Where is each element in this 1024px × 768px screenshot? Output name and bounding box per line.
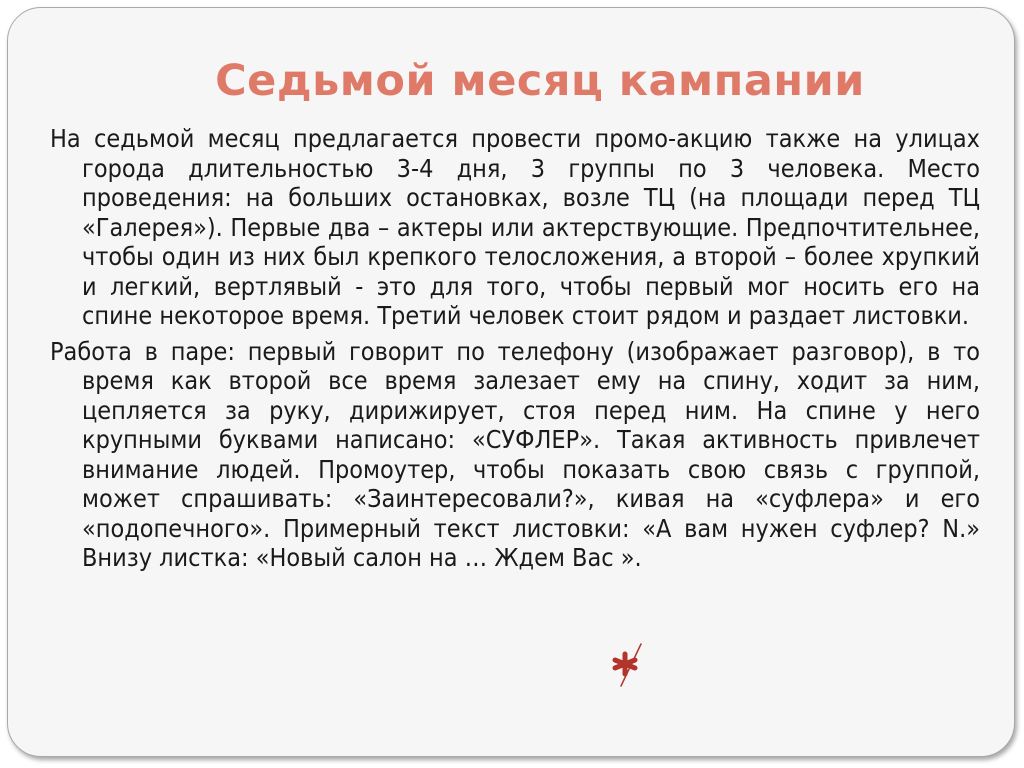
- paragraph-1: На седьмой месяц предлагается провести промо-акцию также на улицах города длительностью 3-4 дня, 3 группы по 3 человека. Место проведения: на больших остановках, возле ТЦ (на площади перед ТЦ «Галерея»). Первые два – актеры или актерствующие. Предпочтительнее, чтобы один из них был крепкого телосложения, а второй – более хрупкий и легкий, вертлявый - это для того, чтобы первый мог носить его на спине некоторое время. Третий человек стоит рядом и раздает листовки.: [50, 124, 980, 330]
- paragraph-2: Работа в паре: первый говорит по телефону (изображает разговор), в то время как второй все время залезает ему на спину, ходит за ним, цепляется за руку, дирижирует, стоя перед ним. На спине у него крупными буквами написано: «СУФЛЕР». Такая активность привлечет внимание людей. Промоутер, чтобы показать свою связь с группой, может спрашивать: «Заинтересовали?», кивая на «суфлера» и его «подопечного». Примерный текст листовки: «А вам нужен суфлер? N.» Внизу листка: «Новый салон на … Ждем Вас ».: [50, 336, 980, 572]
- slide-title: Седьмой месяц кампании: [215, 56, 865, 106]
- asterisk-logo-icon: [607, 640, 667, 700]
- slide-body: [50, 124, 980, 573]
